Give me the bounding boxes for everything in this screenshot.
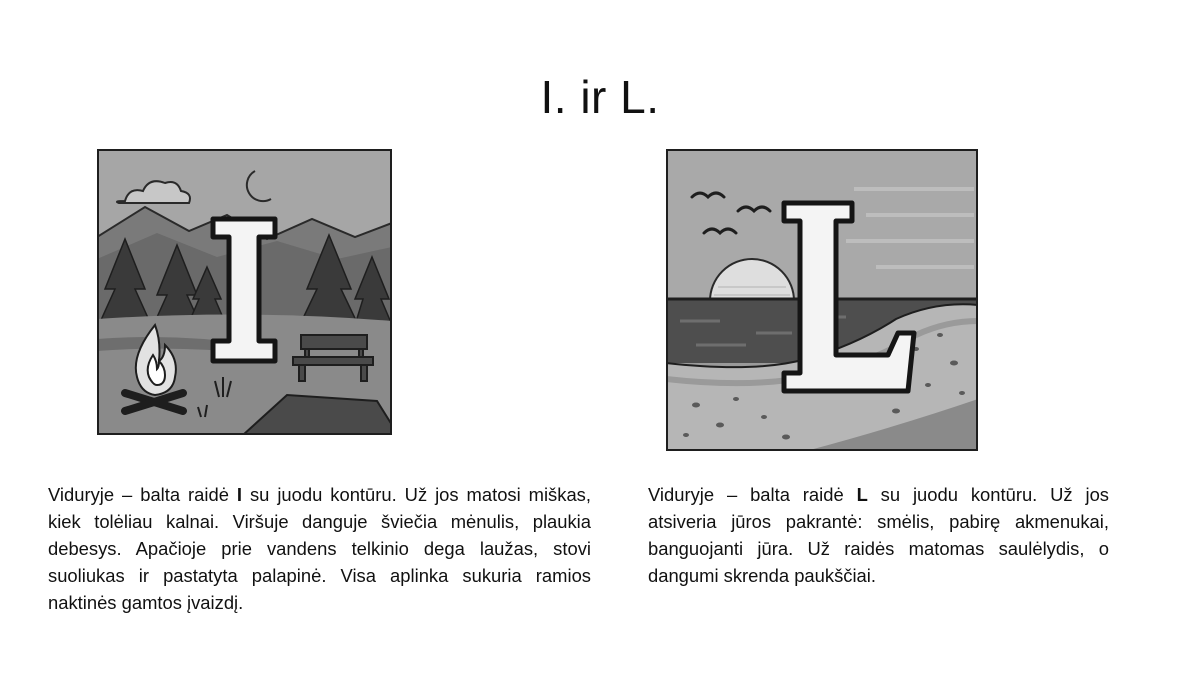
- letter-i-description: [48, 481, 591, 616]
- slide-title: I. ir L.: [540, 71, 660, 123]
- caption-letter-l: L: [856, 484, 868, 505]
- caption-text-rest: su juodu kontūru. Už jos atsiveria jūros pakrantė: smėlis, pabirę akmenukai, banguojanti jūra. Už raidės matomas saulėlydis, o dangumi skrenda paukščiai.: [648, 484, 1109, 586]
- caption-text-start: Viduryje – balta raidė: [48, 484, 237, 505]
- letter-l-beach-sunset-icon: [666, 149, 978, 451]
- caption-letter-i: I: [236, 484, 243, 505]
- letter-l-description: [648, 481, 1109, 589]
- letter-i-night-forest-camp-icon: [97, 149, 392, 435]
- letter-l-illustration: [666, 149, 978, 451]
- caption-text-rest: su juodu kontūru. Už jos matosi miškas, kiek tolėliau kalnai. Viršuje danguje šviečia mėnulis, plaukia debesys. Apačioje prie vandens telkinio dega laužas, stovi suoliukas ir pastatyta palapinė. Visa aplinka sukuria ramios naktinės gamtos įvaizdį.: [48, 484, 591, 613]
- caption-text-start: Viduryje – balta raidė: [648, 484, 857, 505]
- letter-i-illustration: [97, 149, 392, 435]
